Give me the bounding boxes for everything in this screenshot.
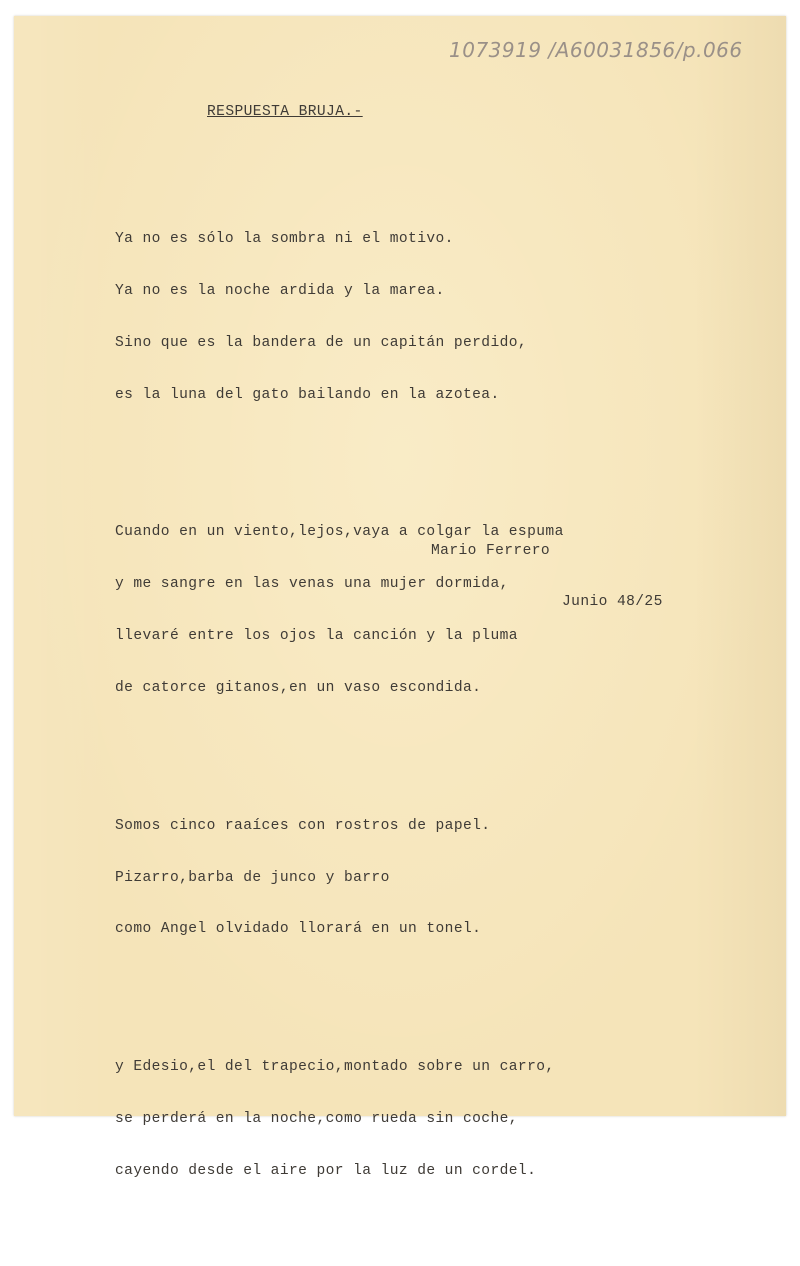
poem-line: Cuando en un viento,lejos,vaya a colgar la espuma: [115, 524, 564, 541]
poem-line: es la luna del gato bailando en la azotea.: [115, 386, 500, 403]
archive-reference-number: 1073919 /A60031856/p.066: [449, 38, 743, 62]
stanza-1: [115, 197, 564, 439]
author-signature: Mario Ferrero: [431, 543, 551, 559]
poem-line: de catorce gitanos,en un vaso escondida.: [115, 680, 482, 697]
poem-line: Pizarro,barba de junco y barro: [115, 869, 390, 886]
stanza-2: [115, 490, 564, 732]
poem-line: llevaré entre los ojos la canción y la pluma: [115, 628, 518, 645]
poem-line: Ya no es sólo la sombra ni el motivo.: [115, 231, 454, 248]
poem-line: cayendo desde el aire por la luz de un cordel.: [115, 1162, 537, 1179]
poem-line: Somos cinco raaíces con rostros de papel.: [115, 817, 491, 834]
stanza-4: [115, 1024, 564, 1214]
poem-line: Ya no es la noche ardida y la marea.: [115, 283, 445, 300]
poem-line: y me sangre en las venas una mujer dormida,: [115, 576, 509, 593]
poem-line: se perderá en la noche,como rueda sin coche,: [115, 1110, 518, 1127]
poem-date: Junio 48/25: [562, 594, 663, 610]
poem-title: RESPUESTA BRUJA.-: [207, 104, 363, 120]
stanza-3: [115, 783, 564, 973]
document-page: [14, 16, 786, 1179]
poem-line: y Edesio,el del trapecio,montado sobre un carro,: [115, 1059, 555, 1076]
poem-line: Sino que es la bandera de un capitán perdido,: [115, 334, 528, 351]
poem-body: [115, 162, 564, 1266]
poem-line: como Angel olvidado llorará en un tonel.: [115, 921, 482, 938]
